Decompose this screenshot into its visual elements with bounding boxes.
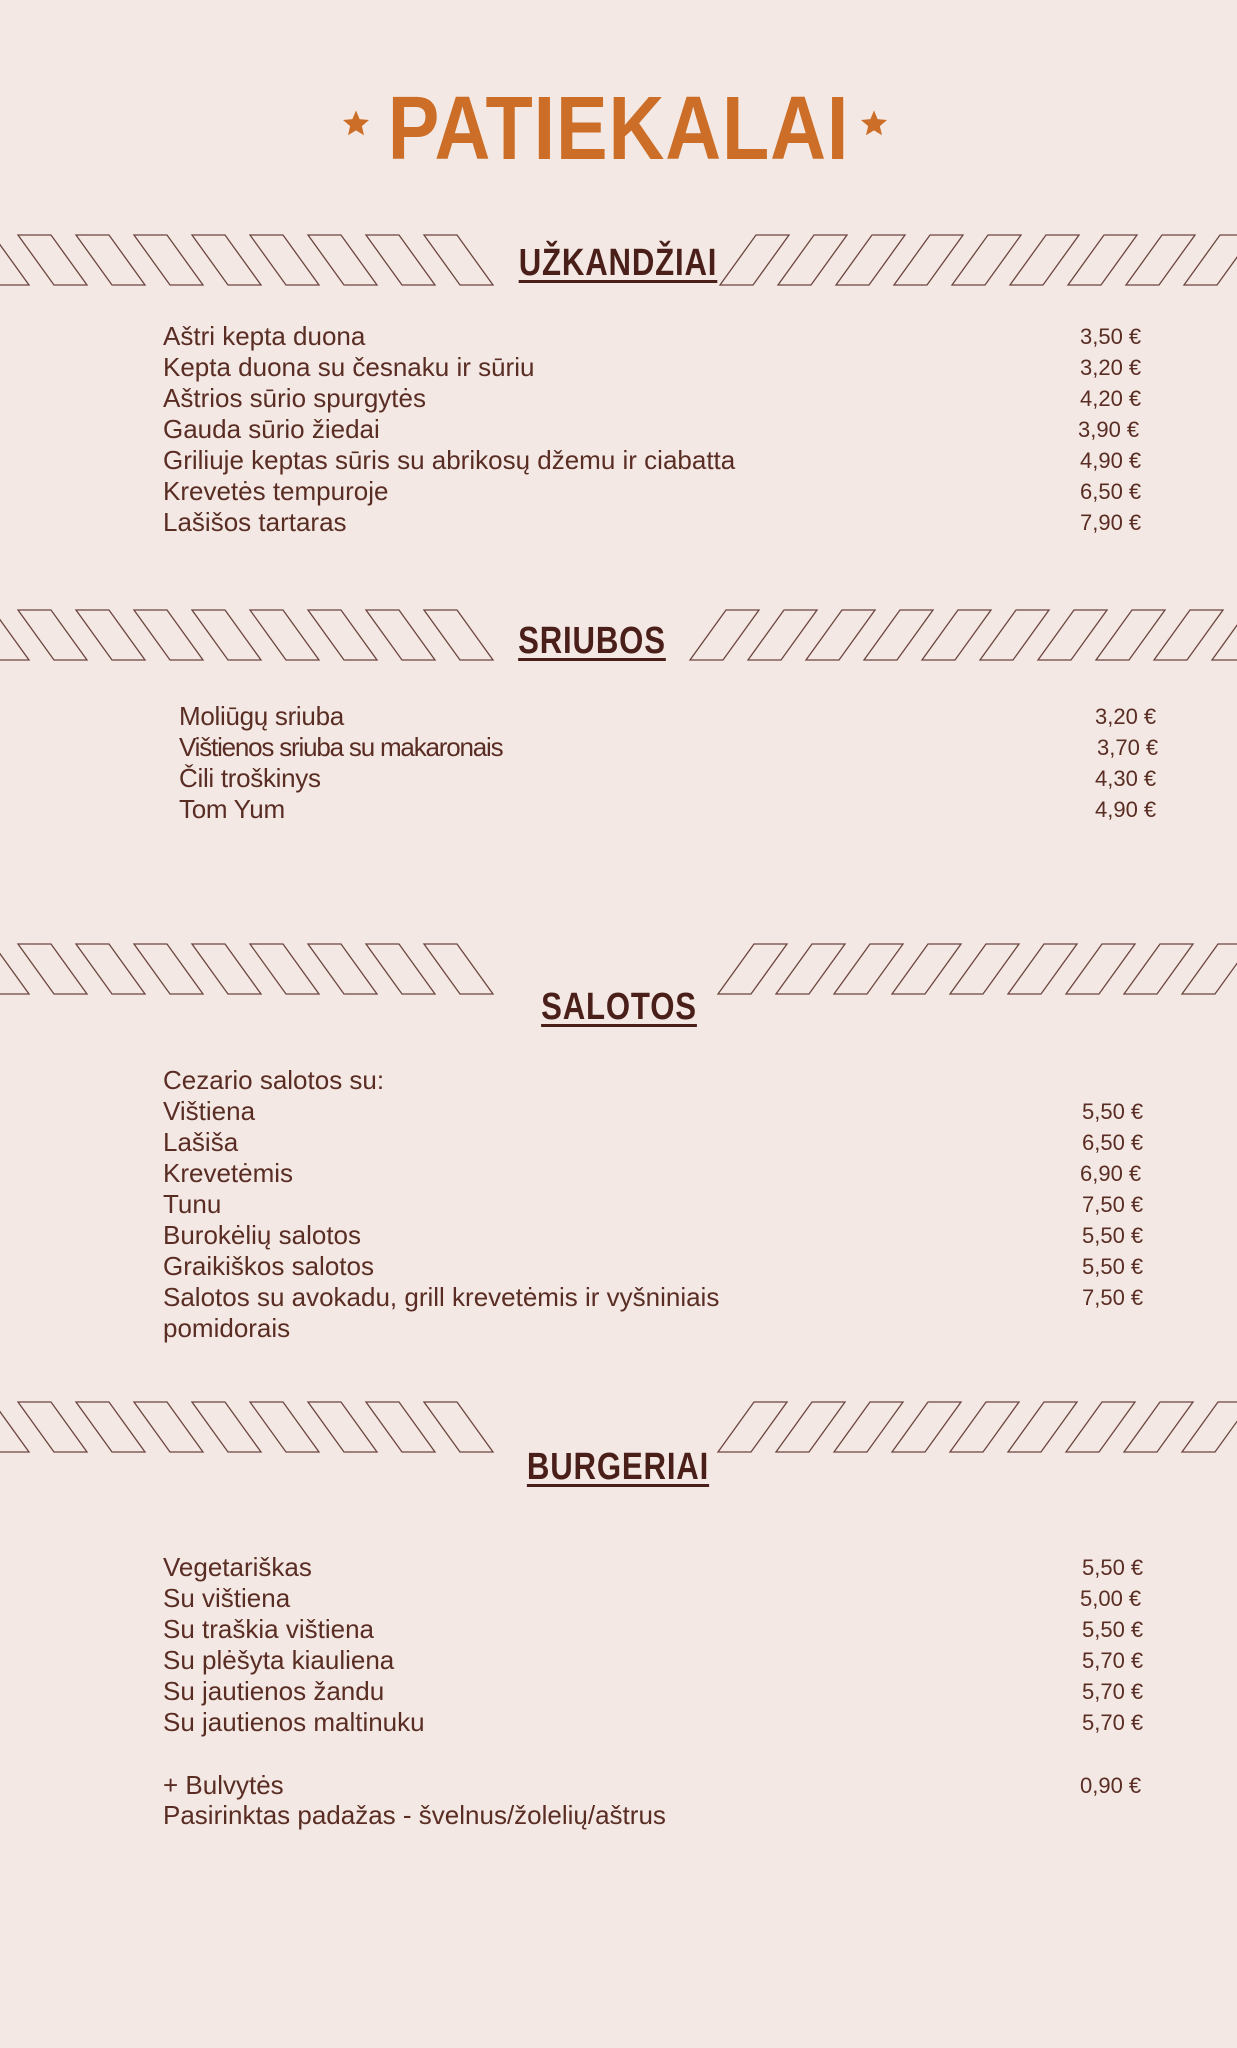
menu-item-name: Čili troškinys xyxy=(179,763,321,793)
menu-item-name: Vištiena xyxy=(163,1096,256,1126)
star-icon xyxy=(859,108,889,138)
menu-item-name: Lašišos tartaras xyxy=(163,507,347,537)
menu-item-name: Krevetės tempuroje xyxy=(163,476,389,506)
menu-item-name: Burokėlių salotos xyxy=(163,1220,361,1250)
menu-item-price: 6,50 € xyxy=(1080,479,1142,504)
menu-item-name: Kepta duona su česnaku ir sūriu xyxy=(163,352,535,382)
menu-item-name: Su jautienos žandu xyxy=(163,1676,385,1706)
menu-item-name: Tunu xyxy=(163,1189,222,1219)
menu-item-price: 7,90 € xyxy=(1080,510,1142,535)
menu-item-name: Lašiša xyxy=(163,1127,239,1157)
section-heading-sriubos: SRIUBOS xyxy=(518,620,666,662)
menu-item-intro: Cezario salotos su: xyxy=(163,1065,385,1095)
menu-item-name: Salotos su avokadu, grill krevetėmis ir vyšniniais pomidorais xyxy=(163,1282,720,1343)
menu-item-price: 4,90 € xyxy=(1095,797,1157,822)
menu-item-price: 6,50 € xyxy=(1082,1130,1144,1155)
menu-item-name: Griliuje keptas sūris su abrikosų džemu ir ciabatta xyxy=(163,445,736,475)
menu-item-name: Aštri kepta duona xyxy=(163,321,366,351)
menu-item-name: Gauda sūrio žiedai xyxy=(163,414,380,444)
menu-item-name: Su jautienos maltinuku xyxy=(163,1707,425,1737)
menu-item-price: 4,20 € xyxy=(1080,386,1142,411)
menu-note: Pasirinktas padažas - švelnus/žolelių/aštrus xyxy=(163,1800,666,1830)
menu-item-price: 5,50 € xyxy=(1082,1555,1144,1580)
menu-item-price: 5,50 € xyxy=(1082,1223,1144,1248)
menu-item-name: Su vištiena xyxy=(163,1583,291,1613)
menu-item-price: 7,50 € xyxy=(1082,1192,1144,1217)
menu-item-name: Vištienos sriuba su makaronais xyxy=(179,732,503,762)
menu-item-name: Tom Yum xyxy=(179,794,285,824)
menu-item-price: 4,30 € xyxy=(1095,766,1157,791)
menu-item-price: 5,70 € xyxy=(1082,1710,1144,1735)
menu-item-price: 5,70 € xyxy=(1082,1648,1144,1673)
menu-item-price: 6,90 € xyxy=(1080,1161,1142,1186)
menu-item-price: 3,90 € xyxy=(1078,417,1140,442)
section-heading-burgeriai: BURGERIAI xyxy=(526,1446,710,1488)
menu-item-price: 5,50 € xyxy=(1082,1254,1144,1279)
menu-item-name: Moliūgų sriuba xyxy=(179,701,344,731)
section-heading-uzkandziai: UŽKANDŽIAI xyxy=(518,242,718,284)
menu-item-price: 7,50 € xyxy=(1082,1285,1144,1310)
menu-item-name: Su plėšyta kiauliena xyxy=(163,1645,395,1675)
menu-item-extra: + Bulvytės xyxy=(163,1770,284,1800)
menu-item-price: 5,50 € xyxy=(1082,1099,1144,1124)
menu-item-name: Krevetėmis xyxy=(163,1158,294,1188)
menu-item-price: 4,90 € xyxy=(1080,448,1142,473)
page-title: PATIEKALAI xyxy=(387,79,850,179)
menu-item-price: 3,20 € xyxy=(1095,704,1157,729)
menu-item-price: 5,50 € xyxy=(1082,1617,1144,1642)
menu-item-name: Su traškia vištiena xyxy=(163,1614,374,1644)
menu-item-name: Aštrios sūrio spurgytės xyxy=(163,383,426,413)
menu-item-price: 3,50 € xyxy=(1080,324,1142,349)
menu-item-price: 3,20 € xyxy=(1080,355,1142,380)
menu-item-name: Vegetariškas xyxy=(163,1552,312,1582)
menu-item-name: Graikiškos salotos xyxy=(163,1251,374,1281)
menu-item-price: 3,70 € xyxy=(1097,735,1159,760)
menu-item-price: 5,00 € xyxy=(1080,1586,1142,1611)
menu-item-price: 0,90 € xyxy=(1080,1773,1142,1798)
section-heading-salotos: SALOTOS xyxy=(541,986,697,1028)
menu-item-price: 5,70 € xyxy=(1082,1679,1144,1704)
